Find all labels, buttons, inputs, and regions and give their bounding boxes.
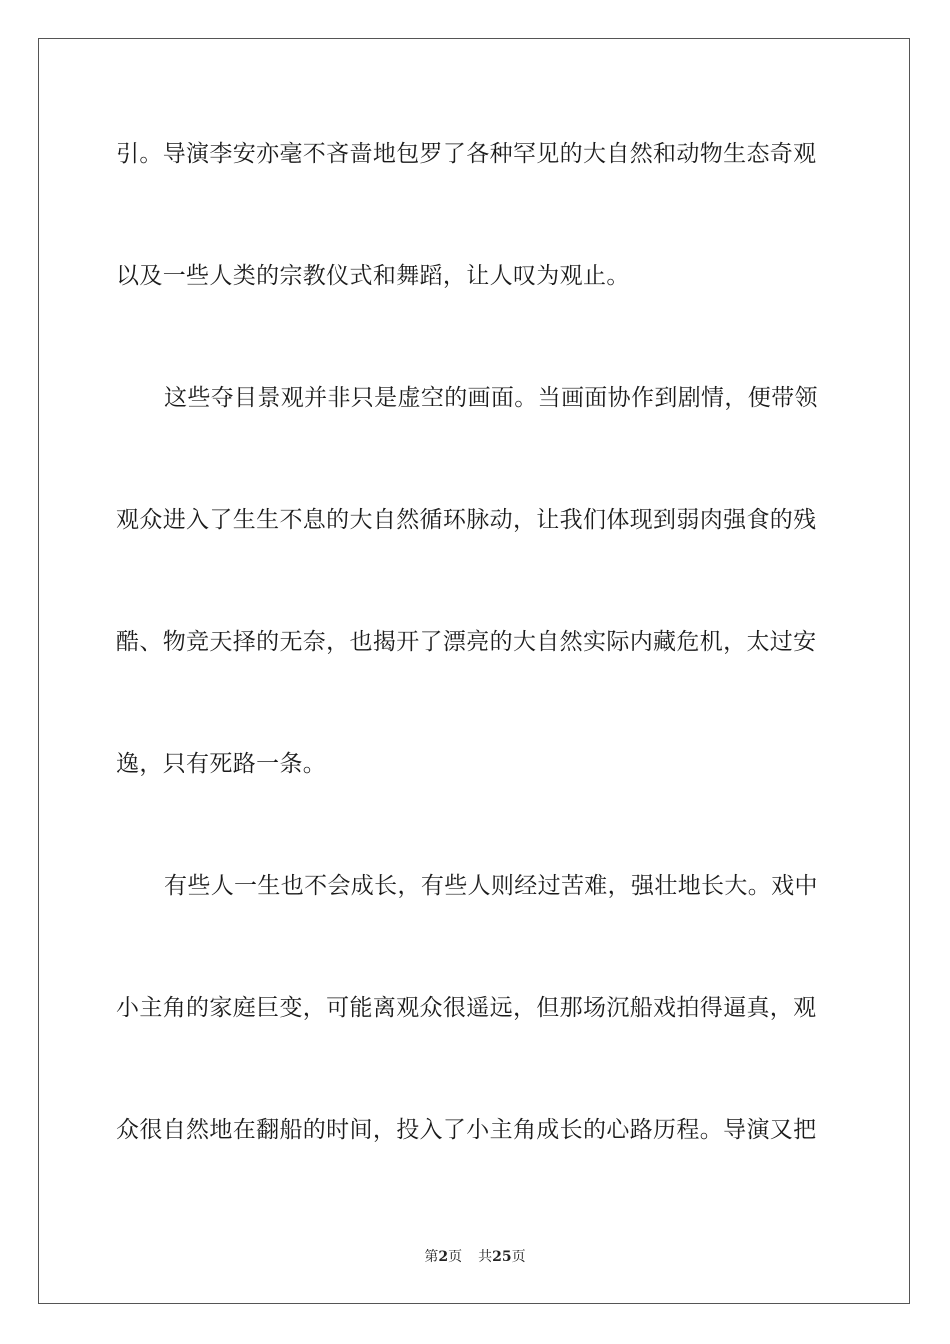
paragraph-line-4: 观众进入了生生不息的大自然循环脉动，让我们体现到弱肉强食的残 [116,507,817,533]
paragraph-line-1: 引。导演李安亦毫不吝啬地包罗了各种罕见的大自然和动物生态奇观 [116,141,817,167]
paragraph-line-8: 小主角的家庭巨变，可能离观众很遥远，但那场沉船戏拍得逼真，观 [116,995,817,1021]
total-pages: 25 [492,1249,512,1265]
paragraph-line-7: 有些人一生也不会成长，有些人则经过苦难，强壮地长大。戏中 [164,873,818,899]
page-prefix: 第 [424,1249,439,1265]
paragraph-line-5: 酷、物竞天择的无奈，也揭开了漂亮的大自然实际内藏危机，太过安 [116,629,817,655]
paragraph-line-2: 以及一些人类的宗教仪式和舞蹈，让人叹为观止。 [116,263,630,289]
page-footer [0,1248,950,1266]
total-suffix: 页 [511,1249,526,1265]
page-suffix: 页 [448,1249,463,1265]
page-number: 2 [438,1249,449,1265]
total-prefix: 共 [478,1249,493,1265]
paragraph-line-3: 这些夺目景观并非只是虚空的画面。当画面协作到剧情，便带领 [164,385,818,411]
paragraph-line-9: 众很自然地在翻船的时间，投入了小主角成长的心路历程。导演又把 [116,1117,817,1143]
paragraph-line-6: 逸，只有死路一条。 [116,751,327,777]
